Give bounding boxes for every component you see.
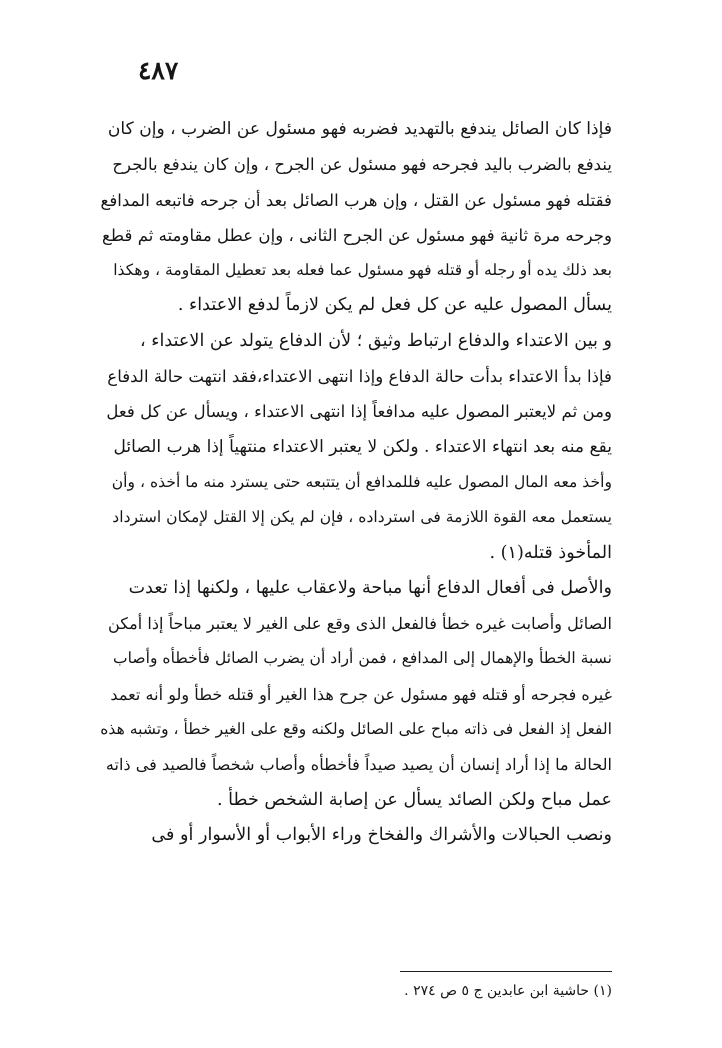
text-line: يسأل المصول عليه عن كل فعل لم يكن لازماً لدفع الاعتداء . [177, 295, 612, 316]
text-line: المأخوذ قتله(١) . [489, 542, 612, 563]
text-line: ونصب الحبالات والأشراك والفخاخ وراء الأبواب أو الأسوار أو فى [151, 824, 612, 845]
text-line: الفعل إذ الفعل فى ذاته مباح على الصائل ولكنه وقع على الغير خطأ ، وتشبه هذه [100, 720, 612, 739]
footnote: (١) حاشية ابن عابدين ج ٥ ص ٢٧٤ . [404, 983, 612, 999]
text-line: بعد ذلك يده أو رجله أو قتله فهو مسئول عما فعله بعد تعطيل المقاومة ، وهكذا [113, 261, 612, 280]
text-line: والأصل فى أفعال الدفاع أنها مباحة ولاعقاب عليها ، ولكنها إذا تعدت [128, 577, 612, 598]
text-line: ومن ثم لايعتبر المصول عليه مدافعاً إذا انتهى الاعتداء ، ويسأل عن كل فعل [106, 402, 612, 422]
text-line: فقتله فهو مسئول عن القتل ، وإن هرب الصائل بعد أن جرحه فاتبعه المدافع [100, 190, 612, 210]
text-line: وجرحه مرة ثانية فهو مسئول عن الجرح الثانى ، وإن عطل مقاومته ثم قطع [102, 225, 612, 245]
text-line: و بين الاعتداء والدفاع ارتباط وثيق ؛ لأن الدفاع يتولد عن الاعتداء ، [139, 330, 612, 351]
footnote-divider [400, 971, 612, 972]
text-line: الحالة ما إذا أراد إنسان أن يصيد صيداً فأخطأه وأصاب شخصاً فالصيد فى ذاته [105, 755, 612, 775]
text-line: وأخذ معه المال المصول عليه فللمدافع أن يتتبعه حتى يسترد منه ما أخذه ، وأن [111, 472, 612, 491]
text-line: فإذا كان الصائل يندفع بالتهديد فضربه فهو مسئول عن الضرب ، وإن كان [107, 119, 612, 139]
text-line: يقع منه بعد انتهاء الاعتداء . ولكن لا يعتبر الاعتداء منتهياً إذا هرب الصائل [113, 436, 612, 457]
text-line: يندفع بالضرب باليد فجرحه فهو مسئول عن الجرح ، وإن كان يندفع بالجرح [112, 155, 612, 175]
body-text [100, 112, 612, 853]
text-line: عمل مباح ولكن الصائد يسأل عن إصابة الشخص خطأ . [216, 789, 612, 810]
text-line: فإذا بدأ الاعتداء بدأت حالة الدفاع وإذا انتهى الاعتداء،فقد انتهت حالة الدفاع [107, 367, 612, 387]
text-line: نسبة الخطأ والإهمال إلى المدافع ، فمن أراد أن يضرب الصائل فأخطأه وأصاب [112, 649, 612, 668]
text-line: الصائل وأصابت غيره خطأ فالفعل الذى وقع على الغير لا يعتبر مباحاً إذا أمكن [108, 614, 612, 634]
text-line: يستعمل معه القوة اللازمة فى استرداده ، فإن لم يكن إلا القتل لإمكان استرداد [112, 508, 612, 527]
page-number: ٤٨٧ [138, 56, 179, 85]
text-line: غيره فجرحه أو قتله فهو مسئول عن جرح هذا الغير أو قتله خطأ ولو أنه تعمد [110, 684, 612, 704]
